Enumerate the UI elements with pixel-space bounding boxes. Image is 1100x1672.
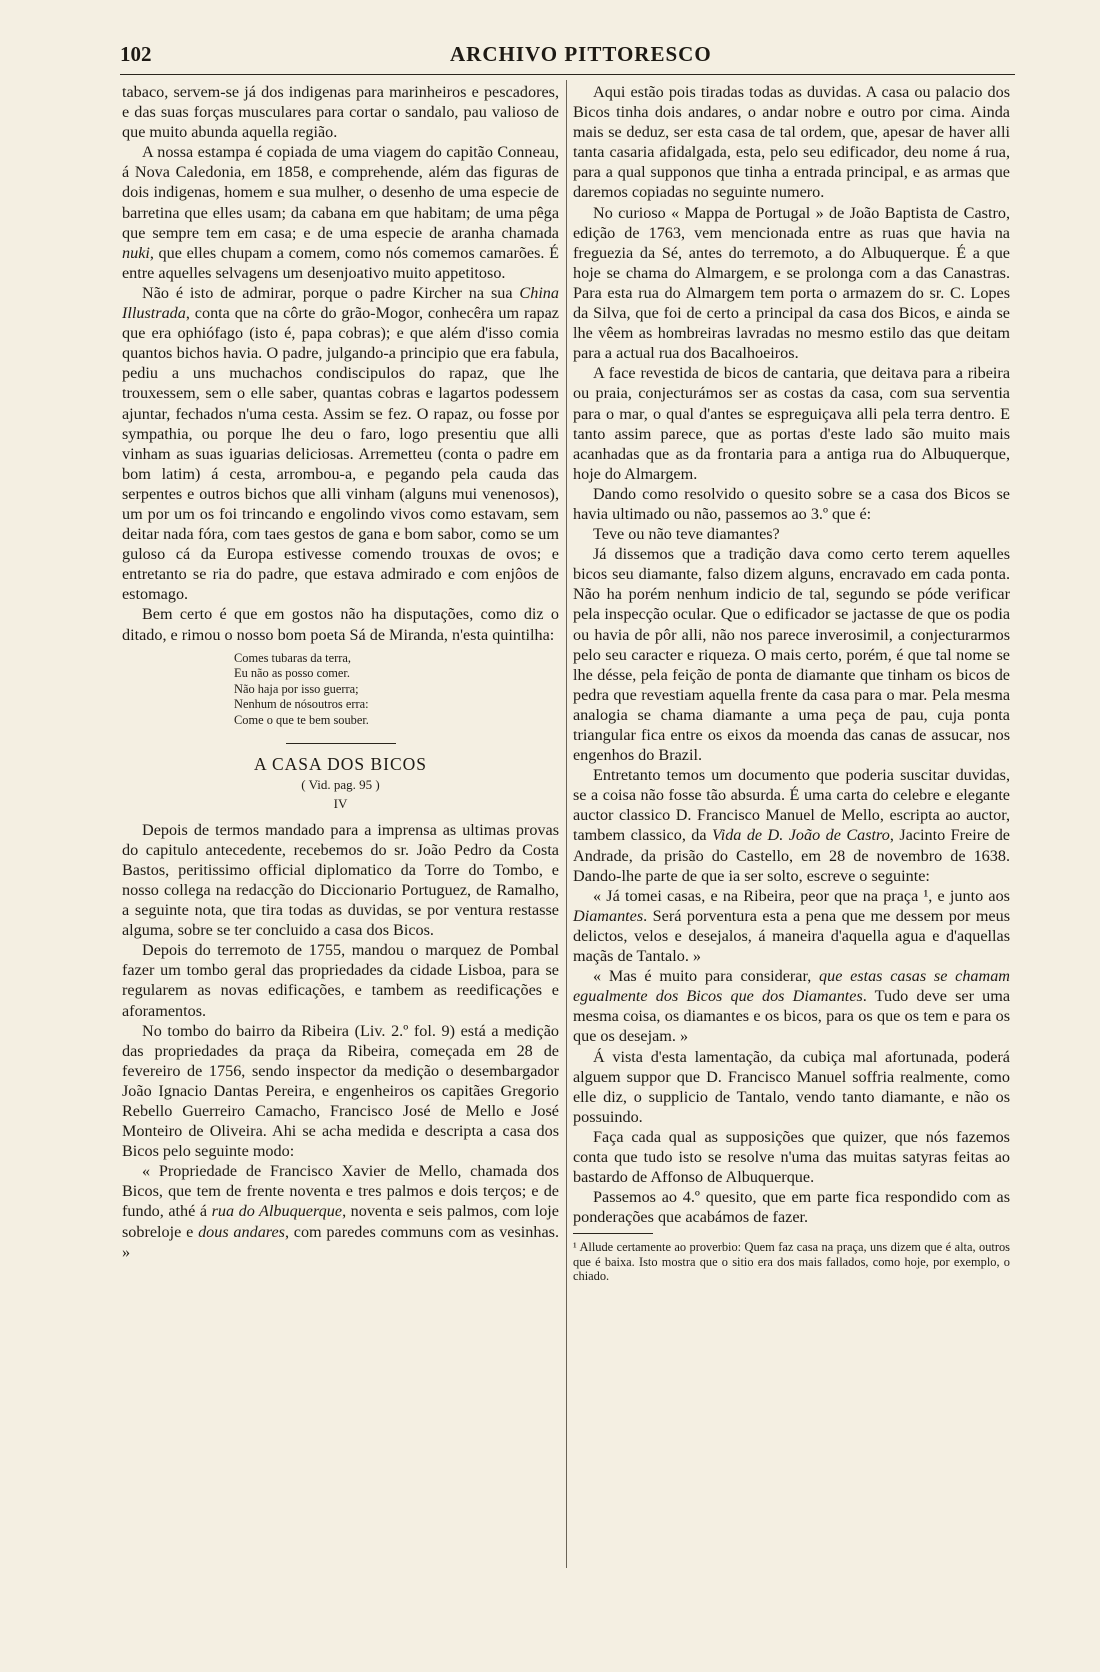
paragraph: A face revestida de bicos de cantaria, que deitava para a ribeira ou praia, conjecturámos ser as costas da casa, com sua serventia para o mar, o qual d'antes se espreguiçava alli pela terra dentro. E tanto assim parece, que as portas d'este lado são muito mais acanhadas que as da frontaria para a antiga rua do Albuquerque, hoje do Almargem.	[573, 364, 1010, 483]
paragraph: No curioso « Mappa de Portugal » de João Baptista de Castro, edição de 1763, vem mencionada entre as ruas que havia na freguezia da Sé, antes do terremoto, a do Albuquerque. É a que hoje se chama do Almargem, e se prolonga com a das Canastras. Para esta rua do Almargem tem porta o armazem do sr. C. Lopes da Silva, que foi de certo a principal da casa dos Bicos, e ainda se lhe vêem as hombreiras lavradas no mesmo estilo das que deitam para a actual rua dos Bacalhoeiros.	[573, 203, 1010, 363]
paragraph: Á vista d'esta lamentação, da cubiça mal afortunada, poderá alguem suppor que D. Francisco Manuel soffria realmente, como elle diz, o supplicio de Tantalo, vendo tanto diamante, e não os possuindo.	[573, 1047, 1010, 1126]
verse-line: Eu não as posso comer.	[234, 666, 350, 681]
verse-line: Come o que te bem souber.	[234, 713, 369, 727]
verse-block	[234, 651, 559, 729]
paragraph: Depois do terremoto de 1755, mandou o marquez de Pombal fazer um tombo geral das propriedades da cidade Lisboa, para se regularem as novas edificações, e tambem as reedificações e aforamentos.	[122, 941, 559, 1020]
paragraph: Dando como resolvido o quesito sobre se a casa dos Bicos se havia ultimado ou não, passemos ao 3.º que é:	[573, 484, 1010, 523]
italic-quote: que estas casas se chamam egualmente dos Bicos que dos Diamantes	[573, 967, 1010, 1006]
paragraph: A nossa estampa é copiada de uma viagem do capitão Conneau, á Nova Caledonia, em 1858, e comprehende, além das figuras de dois indigenas, homem e sua mulher, o desenho de uma especie de barretina que elles usam; da cabana em que habitam; de uma pêga que sempre tem em casa; e de uma especie de aranha chamada nuki, que elles chupam a comem, como nós comemos camarões. É entre aquelles selvagens um desenjoativo muito appetitoso.	[122, 143, 559, 282]
column-divider	[566, 80, 567, 1568]
book-title: China Illustrada	[122, 283, 559, 323]
paragraph: No tombo do bairro da Ribeira (Liv. 2.º fol. 9) está a medição das propriedades da praça da Ribeira, começada em 28 de fevereiro de 1756, sendo inspector da medição o desembargador João Ignacio Dantas Pereira, e engenheiros os capitães Gregorio Rebello Guerreiro Camacho, Francisco José de Mello e José Monteiro de Oliveira. Ahi se acha medida e descripta a casa dos Bicos pelo seguinte modo:	[122, 1021, 559, 1161]
paragraph: Bem certo é que em gostos não ha disputações, como diz o ditado, e rimou o nosso bom poeta Sá de Miranda, n'esta quintilha:	[122, 605, 559, 644]
footnote-rule	[573, 1233, 653, 1234]
section-title: A CASA DOS BICOS	[253, 753, 428, 774]
paragraph: Aqui estão pois tiradas todas as duvidas. A casa ou palacio dos Bicos tinha dois andares, o andar nobre e outro por cima. Ainda mais se deduz, ser esta casa de tal ordem, que, apesar de haver alli tanta casaria afidalgada, esta, pelo seu edificador, deu nome á rua, para a qual supponos que tinha a entrada principal, e as armas que daremos copiadas no seguinte numero.	[573, 83, 1010, 202]
section-reference: ( Vid. pag. 95 )	[301, 776, 380, 792]
paragraph: Não é isto de admirar, porque o padre Kircher na sua China Illustrada, conta que na côrte do grão-Mogor, conhecêra um rapaz que era ophiófago (isto é, papa cobras); e que além d'isso comia quantos bichos havia. O padre, julgando-a principio que era fabula, pediu a uns muchachos condiscipulos do rapaz, que lhe trouxessem, sem o elle saber, quantas cobras e lagartos podessem ajuntar, fechados n'uma cesta. Assim se fez. O rapaz, ou fosse por sympathia, ou porque lhe deu o faro, logo presentiu que alli vinham as suas iguarias deliciosas. Arremetteu (conta o padre em bom latim) á cesta, arrombou-a, e pegando pela cauda das serpentes e outros bichos que alli vinham (alguns mui venenosos), um por um os foi trincando e engolindo vivos como estavam, sem deitar nada fóra, com taes gestos de gana e bom sabor, como se um guloso cá da Europa estivesse comendo trouxas de ovos; e entretanto se ria do padre, que estava admirado e com enjôos de estomago.	[122, 283, 559, 604]
verse-line: Comes tubaras da terra,	[234, 650, 351, 665]
header-rule	[120, 74, 1015, 75]
italic-term: dous andares	[198, 1222, 285, 1241]
italic-term: nuki	[122, 243, 150, 262]
right-column	[573, 82, 1010, 1284]
italic-term: rua do Albuquerque	[211, 1202, 343, 1221]
verse-line: Não haja por isso guerra;	[234, 681, 359, 696]
running-title: ARCHIVO PITTORESCO	[450, 42, 712, 66]
paragraph: tabaco, servem-se já dos indigenas para marinheiros e pescadores, e das suas forças musculares para cortar o sandalo, pau valioso de que muito abunda aquella região.	[122, 83, 559, 142]
book-title: Vida de D. João de Castro	[712, 826, 890, 845]
page-number: 102	[120, 42, 152, 66]
paragraph: Depois de termos mandado para a imprensa as ultimas provas do capitulo antecedente, recebemos do sr. João Pedro da Costa Bastos, peritissimo official diplomatico da Torre do Tombo, e nosso collega na redacção do Diccionario Portuguez, de Ramalho, a seguinte nota, que tira todas as duvidas, se por ventura restasse alguma, sobre se ter concluido a casa dos Bicos.	[122, 820, 559, 940]
verse-line: Nenhum de nósoutros erra:	[234, 697, 369, 712]
paragraph: Faça cada qual as supposições que quizer, que nós fazemos conta que tudo isto se resolve n'uma das muitas satyras feitas ao bastardo de Affonso de Albuquerque.	[573, 1127, 1010, 1187]
paragraph: Entretanto temos um documento que poderia suscitar duvidas, se a coisa não fosse tão absurda. É uma carta do celebre e elegante auctor classico D. Francisco Manuel de Mello, escripta ao auctor, tambem classico, da Vida de D. João de Castro, Jacinto Freire de Andrade, da prisão do Castello, em 28 de novembro de 1638. Dando-lhe parte de que ia ser solto, escreve o seguinte:	[573, 766, 1010, 885]
left-column	[122, 82, 559, 1262]
page-header	[120, 42, 1015, 76]
paragraph: Teve ou não teve diamantes?	[593, 525, 780, 544]
paragraph: « Já tomei casas, e na Ribeira, peor que na praça ¹, e junto aos Diamantes. Será porventura esta a pena que me dessem por meus delictos, velos e desejalos, á maneira d'aquella agua e d'aquellas maçãs de Tantalo. »	[573, 886, 1010, 966]
paragraph: « Propriedade de Francisco Xavier de Mello, chamada dos Bicos, que tem de frente noventa e tres palmos e dois terços; e de fundo, athé á rua do Albuquerque, noventa e seis palmos, com loje sobreloje e dous andares, com paredes communs com as vesinhas. »	[122, 1162, 559, 1261]
paragraph: « Mas é muito para considerar, que estas casas se chamam egualmente dos Bicos que dos Diamantes. Tudo deve ser uma mesma coisa, os diamantes e os bicos, para os que os tem e para os que os desejam. »	[573, 967, 1010, 1046]
paragraph: Já dissemos que a tradição dava como certo terem aquelles bicos seu diamante, falso dizem alguns, encravado em cada ponta. Não ha porém nenhum indicio de tal, segundo se póde verificar pela inspecção ocular. Que o edificador se jactasse de que os podia ou havia de pôr alli, não nos parece inverosimil, a conjecturarmos pelo seu caracter e riqueza. O mais certo, porém, é que tal nome se lhe désse, pela feição de ponta de diamante que tinham os bicos de pedra que revestiam aquella frente da casa para o mar. Pela mesma analogia se chama diamante a uma peça de pau, cuja ponta triangular fica entre os eixos da moenda das canas de assucar, nos engenhos do Brazil.	[573, 545, 1010, 765]
italic-term: Diamantes	[573, 906, 644, 925]
section-rule	[286, 743, 396, 744]
footnote: ¹ Allude certamente ao proverbio: Quem faz casa na praça, uns dizem que é alta, outros que é baixa. Isto mostra que o sitio era dos mais fallados, como hoje, por exemplo, o chiado.	[573, 1240, 1010, 1284]
section-number: IV	[333, 795, 348, 811]
paragraph: Passemos ao 4.º quesito, que em parte fica respondido com as ponderações que acabámos de fazer.	[573, 1188, 1010, 1227]
